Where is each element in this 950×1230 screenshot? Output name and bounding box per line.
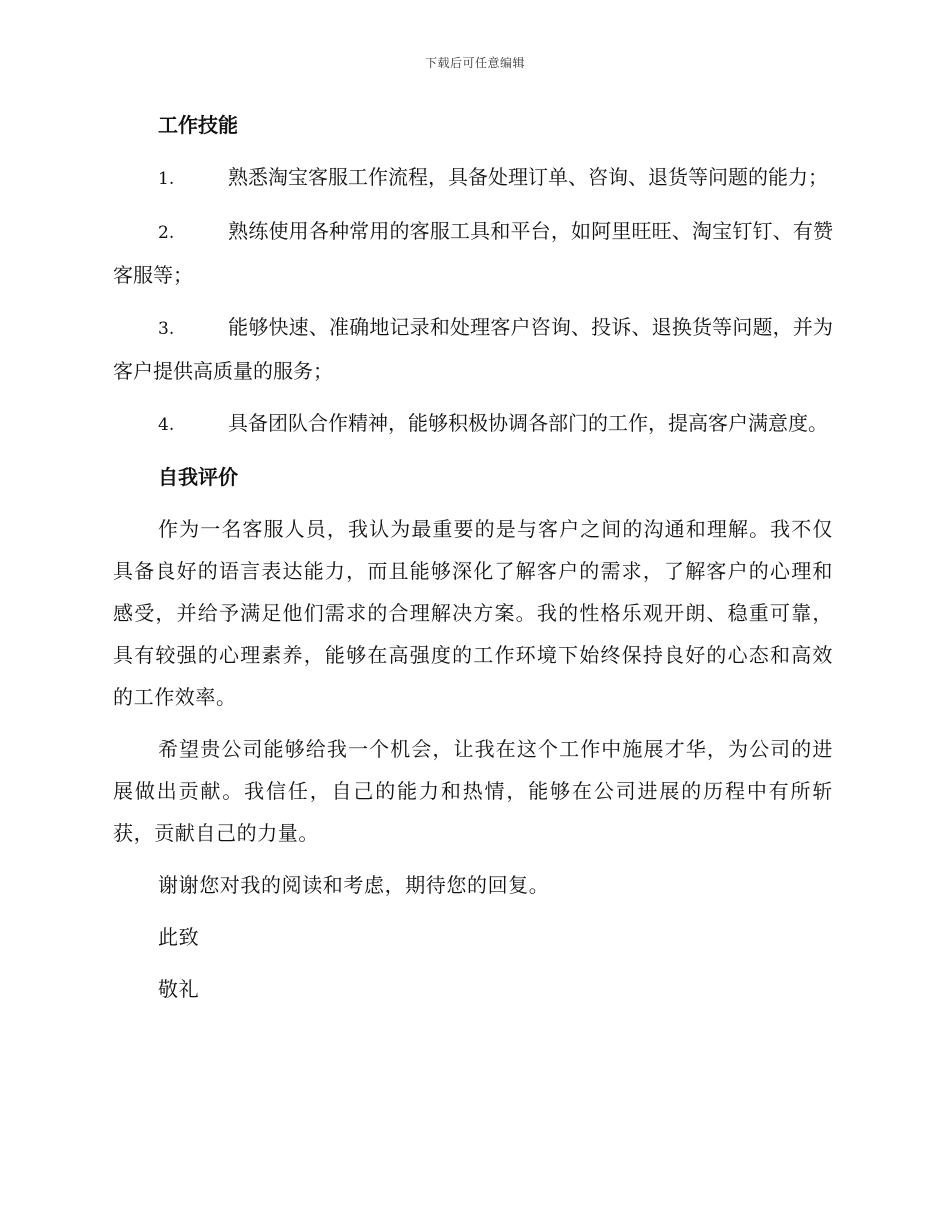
list-text: 能够快速、准确地记录和处理客户咨询、投诉、退换货等问题，并为客户提供高质量的服务；	[113, 315, 833, 383]
skill-item-1	[113, 156, 833, 200]
list-text: 具备团队合作精神，能够积极协调各部门的工作，提高客户满意度。	[228, 411, 828, 435]
section-title-skills: 工作技能	[158, 113, 238, 137]
skill-item-3	[113, 306, 833, 392]
list-number: 4.	[158, 415, 175, 435]
section-title-evaluation: 自我评价	[158, 465, 238, 489]
list-text: 熟悉淘宝客服工作流程，具备处理订单、咨询、退货等问题的能力；	[228, 165, 828, 189]
document-body	[113, 104, 833, 1010]
closing-regards: 敬礼	[158, 977, 200, 1001]
closing-salutation: 此致	[158, 925, 200, 949]
evaluation-paragraph-1: 作为一名客服人员，我认为最重要的是与客户之间的沟通和理解。我不仅具备良好的语言表达能力，而且能够深化了解客户的需求，了解客户的心理和感受，并给予满足他们需求的合理解决方案。我的性格乐观开朗、稳重可靠，具有较强的心理素养，能够在高强度的工作环境下始终保持良好的心态和高效的工作效率。	[113, 517, 833, 709]
list-number: 3.	[158, 319, 175, 339]
evaluation-paragraph-2: 希望贵公司能够给我一个机会，让我在这个工作中施展才华，为公司的进展做出贡献。我信任，自己的能力和热情，能够在公司进展的历程中有所斩获，贡献自己的力量。	[113, 737, 833, 845]
list-number: 1.	[158, 169, 175, 189]
skill-item-2	[113, 210, 833, 296]
evaluation-paragraph-3: 谢谢您对我的阅读和考虑，期待您的回复。	[158, 873, 550, 897]
header-note: 下载后可任意编辑	[424, 56, 525, 70]
skill-item-4	[113, 402, 833, 446]
list-text: 熟练使用各种常用的客服工具和平台，如阿里旺旺、淘宝钉钉、有赞客服等；	[113, 219, 833, 287]
list-number: 2.	[158, 223, 175, 243]
